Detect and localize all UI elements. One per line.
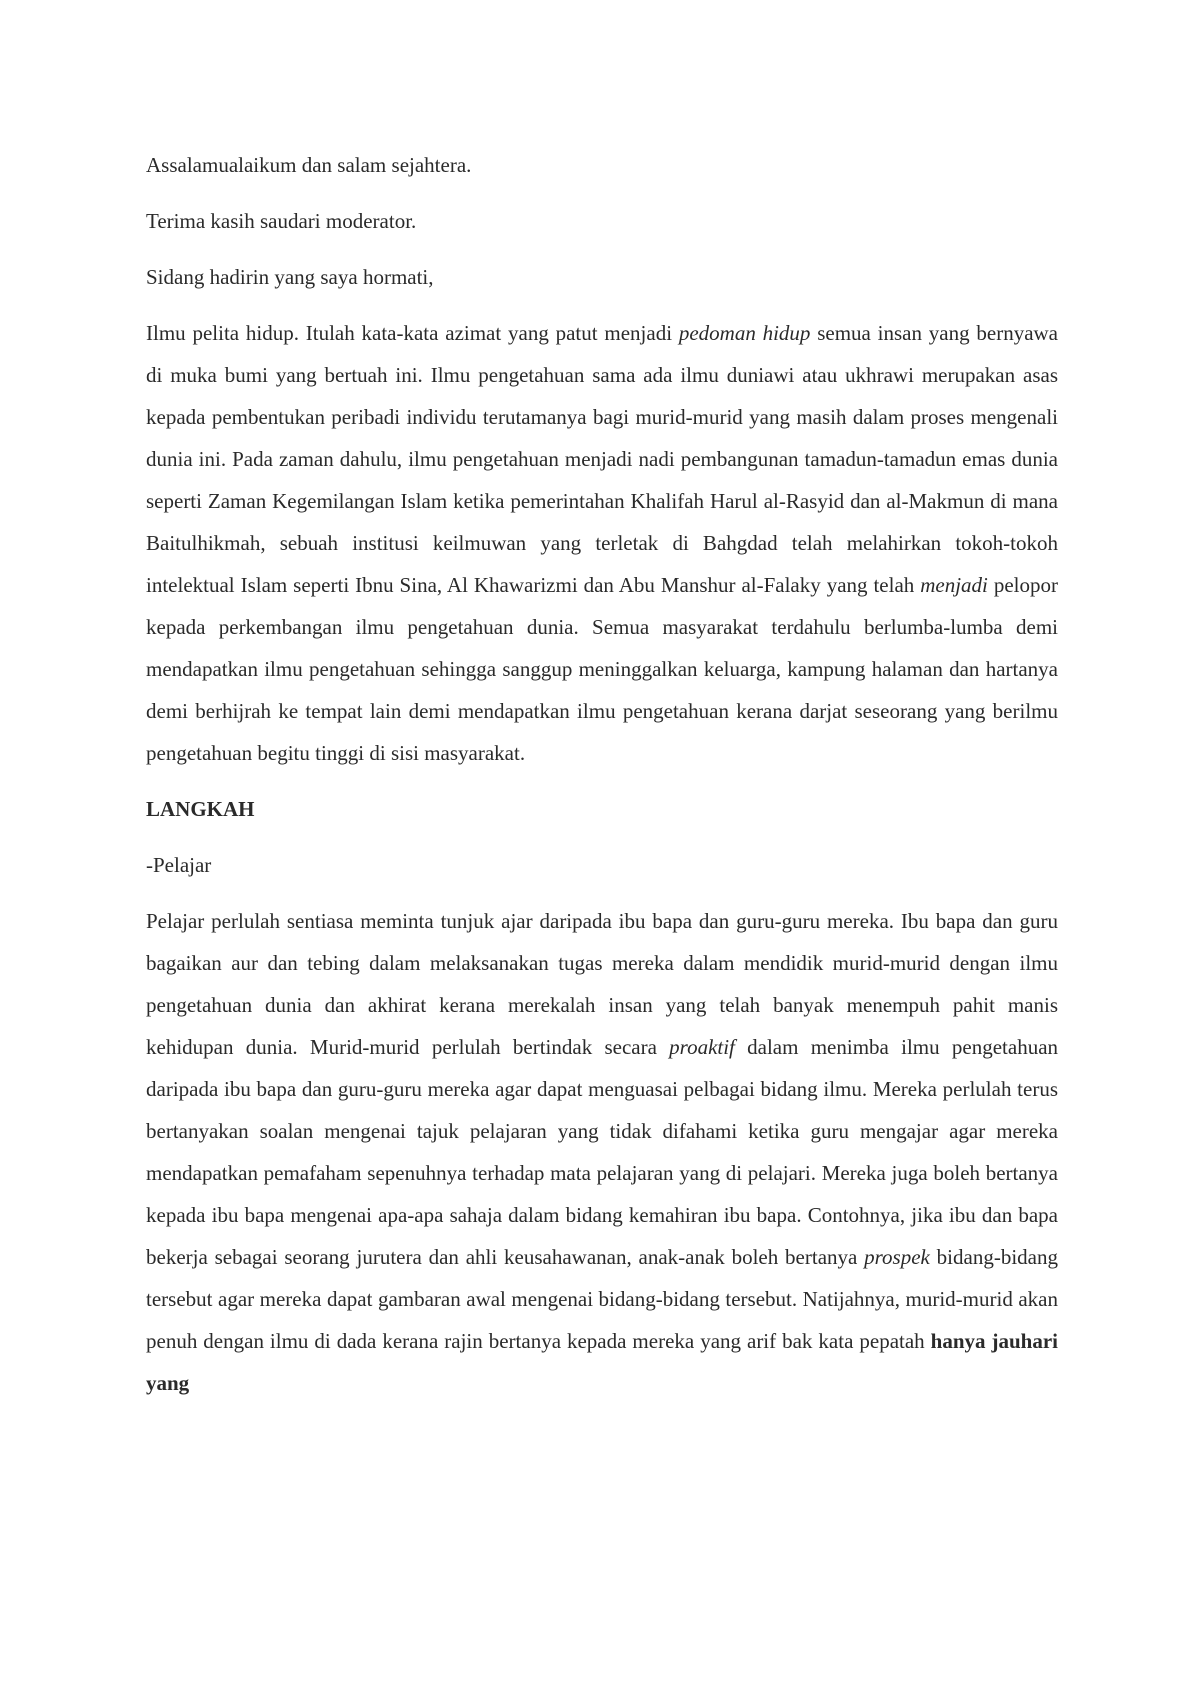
- thanks-line: Terima kasih saudari moderator.: [146, 209, 417, 233]
- document-page: [146, 144, 1058, 1418]
- body-bold-1: hanya jauhari yang: [146, 1329, 1058, 1395]
- intro-text-3: pelopor kepada perkembangan ilmu pengetahuan dunia. Semua masyarakat terdahulu berlumba-lumba demi mendapatkan ilmu pengetahuan sehingga sanggup meninggalkan keluarga, kampung halaman dan hartanya demi berhijrah ke tempat lain demi mendapatkan ilmu pengetahuan kerana darjat seseorang yang berilmu pengetahuan begitu tinggi di sisi masyarakat.: [146, 573, 1058, 765]
- body-text-2: dalam menimba ilmu pengetahuan daripada ibu bapa dan guru-guru mereka agar dapat menguasai pelbagai bidang ilmu. Mereka perlulah terus bertanyakan soalan mengenai tajuk pelajaran yang tidak difahami ketika guru mengajar agar mereka mendapatkan pemafaham sepenuhnya terhadap mata pelajaran yang di pelajari. Mereka juga boleh bertanya kepada ibu bapa mengenai apa-apa sahaja dalam bidang kemahiran ibu bapa. Contohnya, jika ibu dan bapa bekerja sebagai seorang jurutera dan ahli keusahawanan, anak-anak boleh bertanya: [146, 1035, 1059, 1269]
- body-text-3: bidang-bidang tersebut agar mereka dapat gambaran awal mengenai bidang-bidang tersebut. Natijahnya, murid-murid akan penuh dengan ilmu di dada kerana rajin bertanya kepada mereka yang arif bak kata pepatah: [146, 1245, 1058, 1353]
- body-text-1: Pelajar perlulah sentiasa meminta tunjuk ajar daripada ibu bapa dan guru-guru mereka. Ibu bapa dan guru bagaikan aur dan tebing dalam melaksanakan tugas mereka dalam mendidik murid-murid dengan ilmu pengetahuan dunia dan akhirat kerana merekalah insan yang telah banyak menempuh pahit manis kehidupan dunia. Murid-murid perlulah bertindak secara: [146, 909, 1058, 1059]
- section-heading: LANGKAH: [146, 797, 255, 821]
- subheading: -Pelajar: [146, 853, 212, 877]
- intro-emphasis-1: pedoman hidup: [678, 321, 811, 345]
- body-emphasis-1: proaktif: [669, 1035, 735, 1059]
- greeting-line: Assalamualaikum dan salam sejahtera.: [146, 153, 472, 177]
- intro-paragraph: [146, 312, 1058, 774]
- body-emphasis-2: prospek: [864, 1245, 930, 1269]
- intro-text-2: semua insan yang bernyawa di muka bumi yang bertuah ini. Ilmu pengetahuan sama ada ilmu duniawi atau ukhrawi merupakan asas kepada pembentukan peribadi individu terutamanya bagi murid-murid yang masih dalam proses mengenali dunia ini. Pada zaman dahulu, ilmu pengetahuan menjadi nadi pembangunan tamadun-tamadun emas dunia seperti Zaman Kegemilangan Islam ketika pemerintahan Khalifah Harul al-Rasyid dan al-Makmun di mana Baitulhikmah, sebuah institusi keilmuwan yang terletak di Bahgdad telah melahirkan tokoh-tokoh intelektual Islam seperti Ibnu Sina, Al Khawarizmi dan Abu Manshur al-Falaky yang telah: [146, 321, 1058, 597]
- intro-emphasis-2: menjadi: [920, 573, 988, 597]
- intro-text-1: Ilmu pelita hidup. Itulah kata-kata azimat yang patut menjadi: [146, 321, 679, 345]
- address-line: Sidang hadirin yang saya hormati,: [146, 265, 434, 289]
- body-paragraph: [146, 900, 1058, 1404]
